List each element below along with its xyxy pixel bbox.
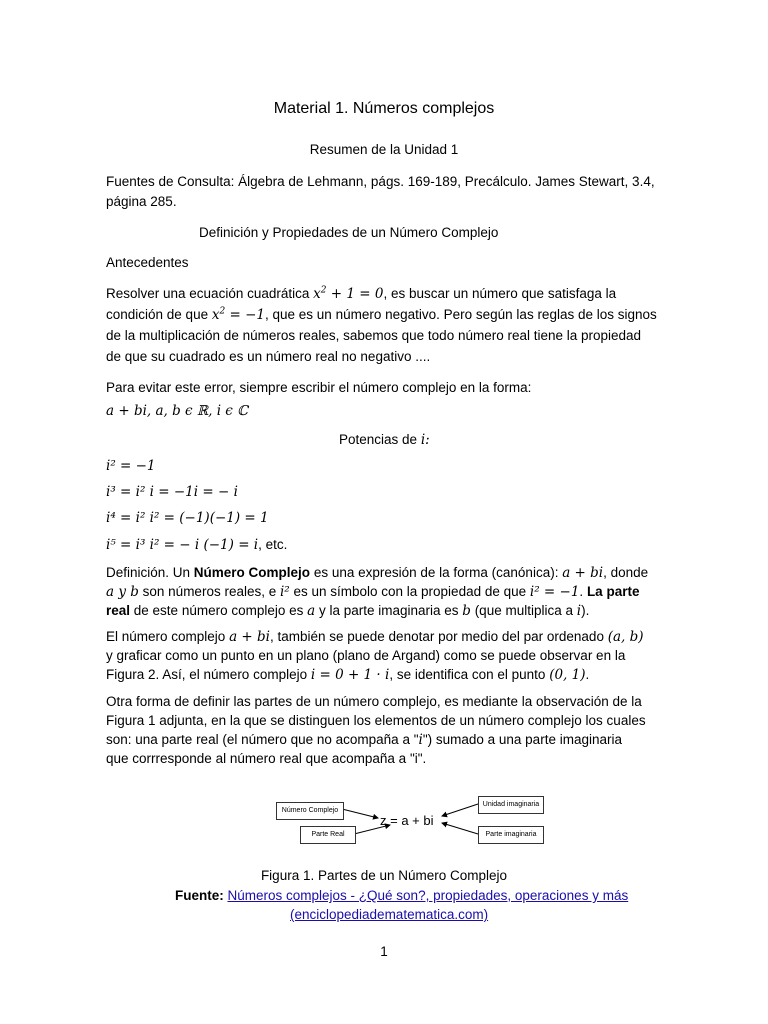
power-i2: i² = −1 (106, 458, 156, 474)
section-heading: Definición y Propiedades de un Número Complejo (199, 225, 499, 240)
fuente-line: Fuente: Números complejos - ¿Qué son?, propiedades, operaciones y más (175, 888, 629, 903)
para1-line-4: de que su cuadrado es un número real no negativo .... (106, 349, 431, 364)
other-line-4: que corrresponde al número real que acompaña a "i". (106, 751, 427, 766)
definition-line-1: Definición. Un Número Complejo es una expresión de la forma (canónica): a + bi, donde (106, 565, 649, 581)
para1-line-1: Resolver una ecuación cuadrática $x^2 + 1 = 0$, es buscar un número que satisfaga la (106, 285, 617, 302)
complex-form-line: a + bi, a, b ϵ ℝ, i ϵ ℂ (106, 403, 248, 419)
pair-line-1: El número complejo a + bi, también se puede denotar por medio del par ordenado (a, b) (106, 629, 644, 645)
page-number: 1 (380, 944, 388, 959)
numero-complejo-box: Número Complejo (276, 802, 344, 820)
pair-line-3: Figura 2. Así, el número complejo i = 0 + 1 · i, se identifica con el punto (0, 1). (106, 667, 590, 683)
unidad-imaginaria-box: Unidad imaginaria (478, 796, 544, 814)
sources-line-2: página 285. (106, 194, 177, 209)
equation-x2-plus-1: $x^2 + 1 = 0$ (313, 285, 384, 302)
definition-line-3: real de este número complejo es a y la parte imaginaria es b (que multiplica a i). (106, 603, 590, 619)
parte-imaginaria-box: Parte imaginaria (478, 826, 544, 844)
powers-heading: Potencias de i: (339, 432, 430, 448)
sources-line-1: Fuentes de Consulta: Álgebra de Lehmann, págs. 169-189, Precálculo. James Stewart, 3.4, (106, 174, 655, 189)
pair-line-2: y graficar como un punto en un plano (plano de Argand) como se puede observar en la (106, 648, 626, 663)
other-line-3: son: una parte real (el número que no acompaña a "i") sumado a una parte imaginaria (106, 732, 622, 748)
source-link[interactable]: Números complejos - ¿Qué son?, propiedades, operaciones y más (227, 888, 629, 903)
figure-caption: Figura 1. Partes de un Número Complejo (260, 868, 508, 883)
avoid-error-text: Para evitar este error, siempre escribir el número complejo en la forma: (106, 380, 532, 395)
subtitle: Resumen de la Unidad 1 (309, 142, 459, 157)
parte-real-box: Parte Real (300, 826, 356, 844)
equation-x2-minus-1: $x^2 = -1$ (211, 306, 266, 323)
other-line-2: Figura 1 adjunta, en la que se distinguen los elementos de un número complejo los cuales (106, 713, 646, 728)
para1-line-2: condición de que $x^2 = -1$, que es un número negativo. Pero según las reglas de los signos (106, 306, 657, 323)
source-link-continued (290, 905, 488, 925)
para1-line-3: de la multiplicación de números reales, sabemos que todo número real tiene la propiedad (106, 328, 642, 343)
definition-line-2: a y b son números reales, e i² es un símbolo con la propiedad de que i² = −1. La parte (106, 584, 640, 600)
source-link-domain[interactable]: (enciclopediadematematica.com) (290, 907, 489, 922)
page-title: Material 1. Números complejos (273, 100, 495, 117)
power-i4: i⁴ = i² i² = (−1)(−1) = 1 (106, 510, 269, 526)
other-line-1: Otra forma de definir las partes de un número complejo, es mediante la observación de la (106, 694, 642, 709)
power-i5: i⁵ = i³ i² = − i (−1) = i, etc. (106, 537, 288, 553)
antecedentes-heading: Antecedentes (106, 255, 189, 270)
power-i3: i³ = i² i = −1i = − i (106, 484, 238, 500)
figure-equation: z = a + bi (380, 813, 434, 828)
figure-1-diagram (270, 792, 550, 852)
